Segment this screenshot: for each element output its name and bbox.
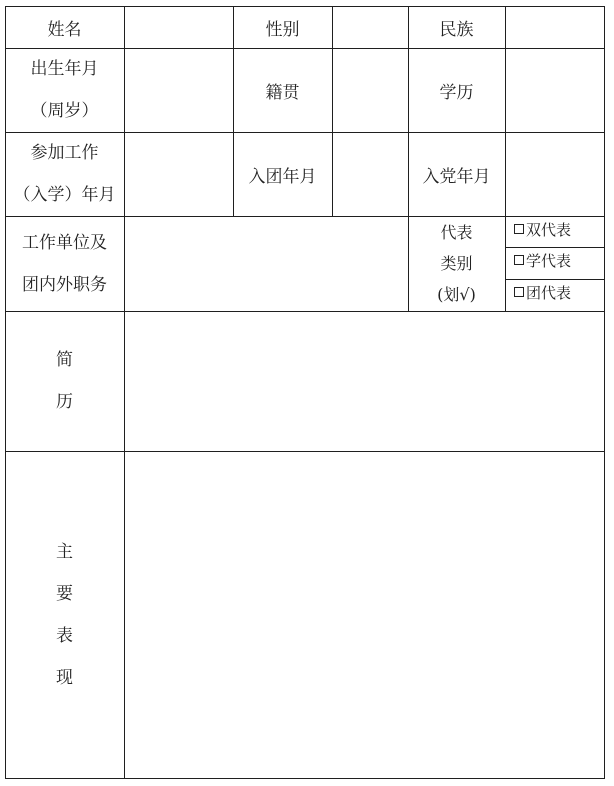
party-join-field[interactable] bbox=[506, 133, 604, 216]
education-label bbox=[408, 48, 505, 132]
resume-field[interactable] bbox=[125, 312, 604, 451]
party-join-label bbox=[408, 132, 505, 216]
main-performance-label bbox=[5, 451, 124, 778]
ethnicity-label bbox=[408, 6, 505, 48]
league-join-label bbox=[233, 132, 332, 216]
grid-line bbox=[5, 778, 605, 779]
gender-label-text: 性别 bbox=[265, 19, 300, 40]
name-field[interactable] bbox=[125, 7, 233, 48]
checkbox-icon[interactable] bbox=[514, 255, 524, 265]
birth-date-label-line1: 出生年月 bbox=[30, 59, 99, 79]
gender-field[interactable] bbox=[333, 7, 408, 48]
education-field[interactable] bbox=[506, 49, 604, 132]
main-performance-field[interactable] bbox=[125, 452, 604, 778]
option-league-representative[interactable] bbox=[514, 281, 571, 303]
birth-date-label bbox=[5, 48, 124, 132]
registration-form bbox=[5, 6, 605, 779]
birth-date-field[interactable] bbox=[125, 49, 233, 132]
name-label-text: 姓名 bbox=[47, 19, 82, 40]
checkbox-icon[interactable] bbox=[514, 287, 524, 297]
resume-label-char: 简 bbox=[56, 350, 73, 370]
grid-line bbox=[505, 247, 605, 248]
option-student-representative[interactable] bbox=[514, 249, 571, 271]
option-dual-representative[interactable] bbox=[514, 218, 571, 240]
work-unit-label-line1: 工作单位及 bbox=[22, 232, 107, 253]
league-join-field[interactable] bbox=[333, 133, 408, 216]
education-label-text: 学历 bbox=[439, 82, 474, 103]
work-start-label-line2: （入学）年月 bbox=[13, 185, 116, 205]
native-place-label bbox=[233, 48, 332, 132]
grid-line bbox=[505, 279, 605, 280]
representative-type-label-line1: 代表 bbox=[440, 223, 473, 242]
resume-label bbox=[5, 311, 124, 451]
ethnicity-field[interactable] bbox=[506, 7, 604, 48]
work-unit-label bbox=[5, 216, 124, 311]
work-start-field[interactable] bbox=[125, 133, 233, 216]
main-performance-label-char: 要 bbox=[56, 583, 73, 604]
grid-line bbox=[604, 6, 605, 779]
ethnicity-label-text: 民族 bbox=[439, 19, 474, 40]
native-place-field[interactable] bbox=[333, 49, 408, 132]
main-performance-label-char: 主 bbox=[56, 541, 73, 562]
resume-label-char: 历 bbox=[56, 392, 73, 412]
representative-type-label bbox=[408, 216, 505, 311]
main-performance-label-char: 表 bbox=[56, 625, 73, 646]
work-unit-label-line2: 团内外职务 bbox=[22, 274, 107, 295]
checkbox-icon[interactable] bbox=[514, 224, 524, 234]
option-label: 团代表 bbox=[526, 283, 572, 302]
league-join-label-text: 入团年月 bbox=[248, 166, 317, 187]
work-start-label-line1: 参加工作 bbox=[30, 143, 99, 163]
main-performance-label-char: 现 bbox=[56, 667, 73, 688]
name-label bbox=[5, 6, 124, 48]
native-place-label-text: 籍贯 bbox=[265, 82, 300, 103]
representative-type-label-line3: (划√) bbox=[437, 285, 476, 304]
option-label: 学代表 bbox=[526, 251, 572, 270]
representative-type-label-line2: 类别 bbox=[440, 254, 473, 273]
gender-label bbox=[233, 6, 332, 48]
birth-date-label-line2: （周岁） bbox=[30, 101, 99, 121]
work-unit-field[interactable] bbox=[125, 217, 408, 311]
work-start-label bbox=[5, 132, 124, 216]
option-label: 双代表 bbox=[526, 220, 572, 239]
party-join-label-text: 入党年月 bbox=[422, 166, 491, 187]
